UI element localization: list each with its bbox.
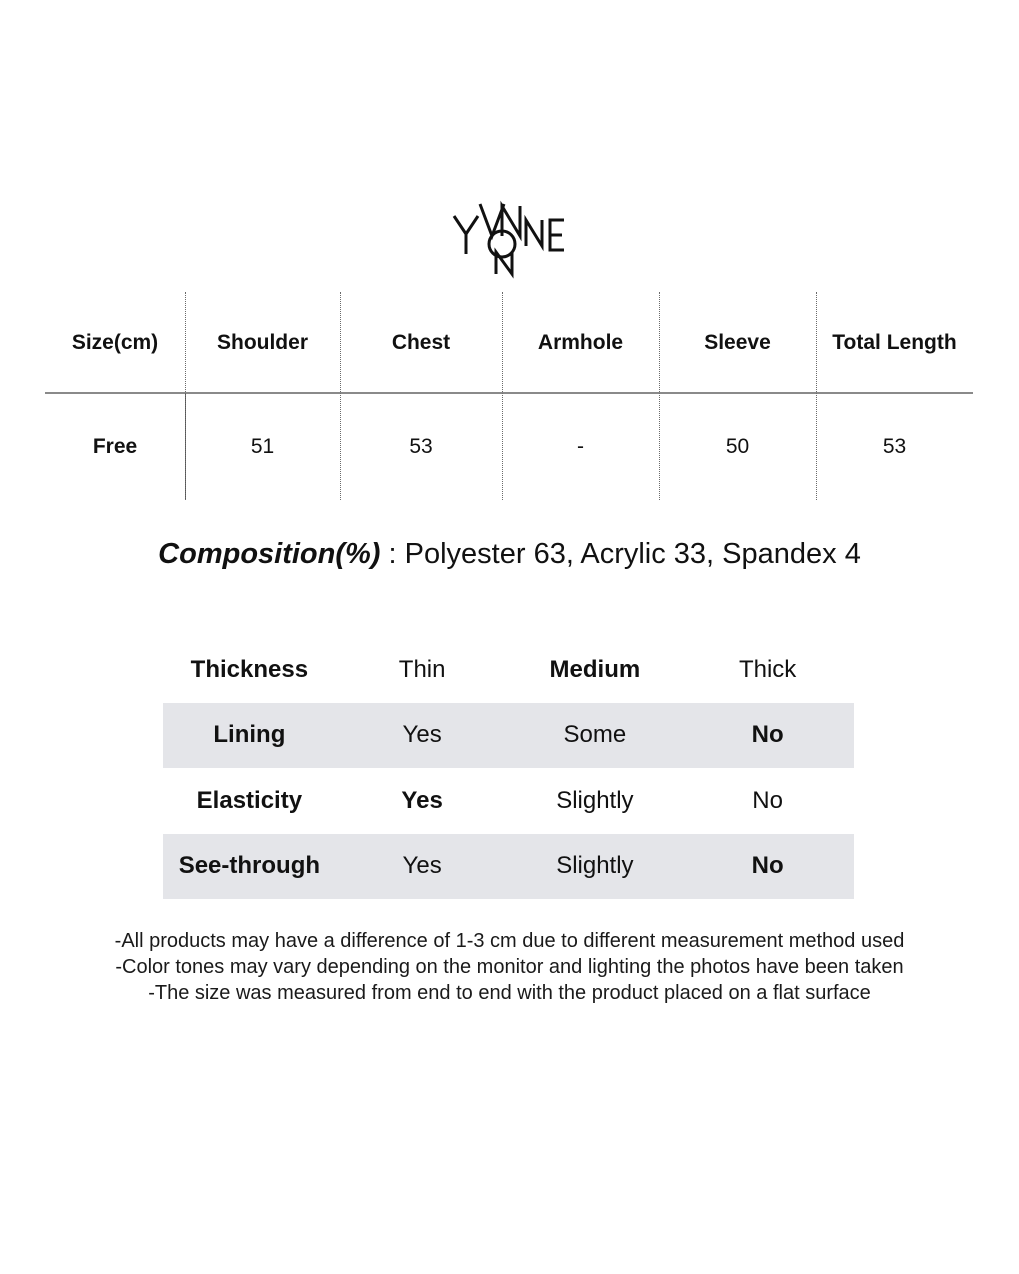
option: Thick — [738, 655, 797, 683]
total-length-column — [816, 292, 973, 500]
chest-value: 53 — [409, 434, 433, 458]
header-size: Size(cm) — [71, 330, 159, 354]
sleeve-value: 50 — [725, 434, 750, 458]
option: Slightly — [556, 852, 634, 880]
note-line: -All products may have a difference of 1-3 cm due to different measurement method used — [114, 930, 905, 952]
notes — [0, 928, 1019, 1006]
option: No — [752, 786, 783, 814]
option: Some — [563, 721, 627, 749]
header-shoulder: Shoulder — [216, 330, 308, 354]
header-chest: Chest — [391, 330, 451, 354]
shoulder-column — [185, 292, 340, 500]
header-sleeve: Sleeve — [704, 330, 771, 354]
attribute-label: See-through — [178, 852, 321, 880]
attribute-label: Elasticity — [196, 786, 303, 814]
attribute-label: Lining — [213, 721, 286, 749]
composition-value: Polyester 63, Acrylic 33, Spandex 4 — [404, 538, 861, 570]
note-line: -Color tones may vary depending on the monitor and lighting the photos have been taken — [115, 956, 904, 978]
size-value: Free — [92, 434, 138, 458]
armhole-column — [502, 292, 659, 500]
total-length-value: 53 — [882, 434, 907, 458]
option: Thin — [398, 655, 446, 683]
option: Yes — [402, 852, 442, 880]
header-total-length: Total Length — [832, 330, 957, 354]
composition-separator: : — [380, 538, 405, 570]
size-table — [45, 292, 973, 500]
option-selected: No — [751, 852, 784, 880]
fabric-row-thickness — [163, 637, 854, 703]
attribute-label: Thickness — [190, 655, 309, 683]
option-selected: Yes — [401, 786, 443, 814]
option-selected: No — [751, 721, 784, 749]
option: Slightly — [556, 786, 634, 814]
brand-logo-icon — [440, 196, 580, 280]
brand-logo — [440, 196, 580, 280]
composition-label: Composition(%) — [158, 538, 381, 570]
sleeve-column — [659, 292, 816, 500]
fabric-row-see-through — [163, 834, 854, 900]
header-armhole: Armhole — [537, 330, 624, 354]
option-selected: Medium — [549, 655, 641, 683]
armhole-value: - — [577, 434, 584, 458]
option: Yes — [402, 721, 442, 749]
fabric-row-elasticity — [163, 768, 854, 834]
note-line: -The size was measured from end to end with the product placed on a flat surface — [148, 982, 871, 1004]
composition-line — [0, 538, 1019, 571]
shoulder-value: 51 — [250, 434, 275, 458]
size-column — [45, 292, 185, 500]
fabric-row-lining — [163, 703, 854, 769]
fabric-properties-table — [163, 637, 854, 899]
chest-column — [340, 292, 502, 500]
